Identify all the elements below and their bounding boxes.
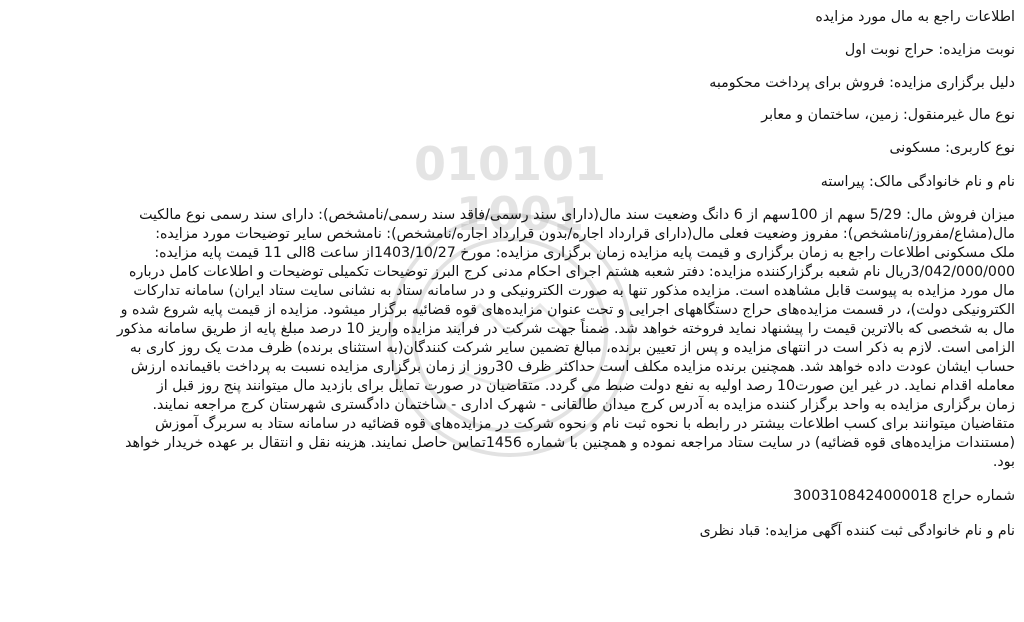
registrar-name: نام و نام خانوادگی ثبت کننده آگهی مزایده: قباد نظری	[699, 523, 1015, 539]
auction-details-paragraph	[10, 206, 1015, 472]
auction-number: شماره حراج 3003108424000018	[793, 488, 1015, 504]
details-line: مال مورد مزایده به پیوست قابل مشاهده است. مزایده مذکور تنها به صورت الکترونیکی و در سامانه ستاد به نشانی سایت ستاد ایران) سامانه تدارکات	[133, 283, 1015, 299]
details-line: زمان برگزاری مزایده به واحد برگزار کننده مزایده به آدرس کرج میدان طالقانی - شهرک اداری - ساختمان دادگستری شهرستان کرج مراجعه نمایند.	[152, 397, 1015, 413]
details-line: الکترونیکی دولت)، در قسمت مزایده‌های حراج دستگاههای اجرایی و تحت عنوان مزایده‌های قوه قضائیه برگزار میشود. مزایده از قیمت پایه شروع شده و	[120, 302, 1015, 318]
details-line: حساب ایشان عودت داده خواهد شد. همچنین برنده مزایده مکلف است حداکثر ظرف 30روز از زمان برگزاری مزایده نسبت به پرداخت باقیمانده ارزش	[130, 359, 1015, 375]
details-line: ملک مسکونی اطلاعات راجع به زمان برگزاری و قیمت پایه مزایده زمان برگزاری مزایده: مورخ 1403/10/27از ساعت 8الی 11 قیمت پایه مزایده:	[154, 245, 1015, 261]
document-heading: اطلاعات راجع به مال مورد مزایده	[815, 9, 1015, 25]
details-line: بود.	[992, 454, 1015, 470]
details-line: (مستندات مزایده‌های قوه قضائیه) در سایت ستاد مراجعه نموده و همچنین با شماره 1456تماس حاصل نمایند. هزینه نقل و انتقال بر عهده خریدار خواهد	[125, 435, 1015, 451]
watermark-binary-2: 1001	[455, 187, 585, 241]
details-line: متقاضیان میتوانند برای کسب اطلاعات بیشتر در رابطه با نحوه ثبت نام و نحوه شرکت در مزایده‌های قوه قضائیه در سامانه ستاد به سربرگ آموزش	[155, 416, 1015, 432]
field-auction-round: نوبت مزایده: حراج نوبت اول	[844, 42, 1015, 58]
details-line: 3/042/000/000ریال نام شعبه برگزارکننده مزایده: دفتر شعبه هشتم اجرای احکام مدنی کرج البرز توضیحات تکمیلی توضیحات و اطلاعات کامل درباره	[129, 264, 1015, 280]
details-line: مال(مشاع/مفروز/نامشخص): مفروز وضعیت فعلی مال(دارای قرارداد اجاره/بدون قرارداد اجاره/نامشخص): نامشخص سایر توضیحات مورد مزایده:	[155, 226, 1015, 242]
details-line: میزان فروش مال: 5/29 سهم از 100سهم از 6 دانگ وضعیت سند مال(دارای سند رسمی/فاقد سند رسمی/نامشخص): دارای سند رسمی نوع مالکیت	[139, 207, 1015, 223]
field-property-type: نوع مال غیرمنقول: زمین، ساختمان و معابر	[761, 107, 1015, 123]
details-line: مال به شخصی که بالاترین قیمت را پیشنهاد نماید فروخته خواهد شد. ضمناً جهت شرکت در فرایند مزایده واریز 10 درصد مبلغ پایه از طریق سامانه مذکور	[116, 321, 1015, 337]
watermark-binary-1: 010101	[413, 137, 607, 191]
field-owner-name: نام و نام خانوادگی مالک: پیراسته	[820, 174, 1015, 190]
field-usage-type: نوع کاربری: مسکونی	[889, 140, 1015, 156]
field-reason: دلیل برگزاری مزایده: فروش برای پرداخت محکومبه	[709, 75, 1015, 91]
details-line: معامله اقدام نماید. در غیر این صورت10 رصد اولیه به نفع دولت ضبط می گردد. متقاضیان در صورت تمایل برای بازدید مال میتوانند پنج روز قبل از	[156, 378, 1015, 394]
details-line: الزامی است. لازم به ذکر است در انتهای مزایده و پس از تعیین برنده، مبالغ تضمین سایر شرکت کنندگان(به استثنای برنده) ظرف مدت یک روز کاری به	[129, 340, 1015, 356]
